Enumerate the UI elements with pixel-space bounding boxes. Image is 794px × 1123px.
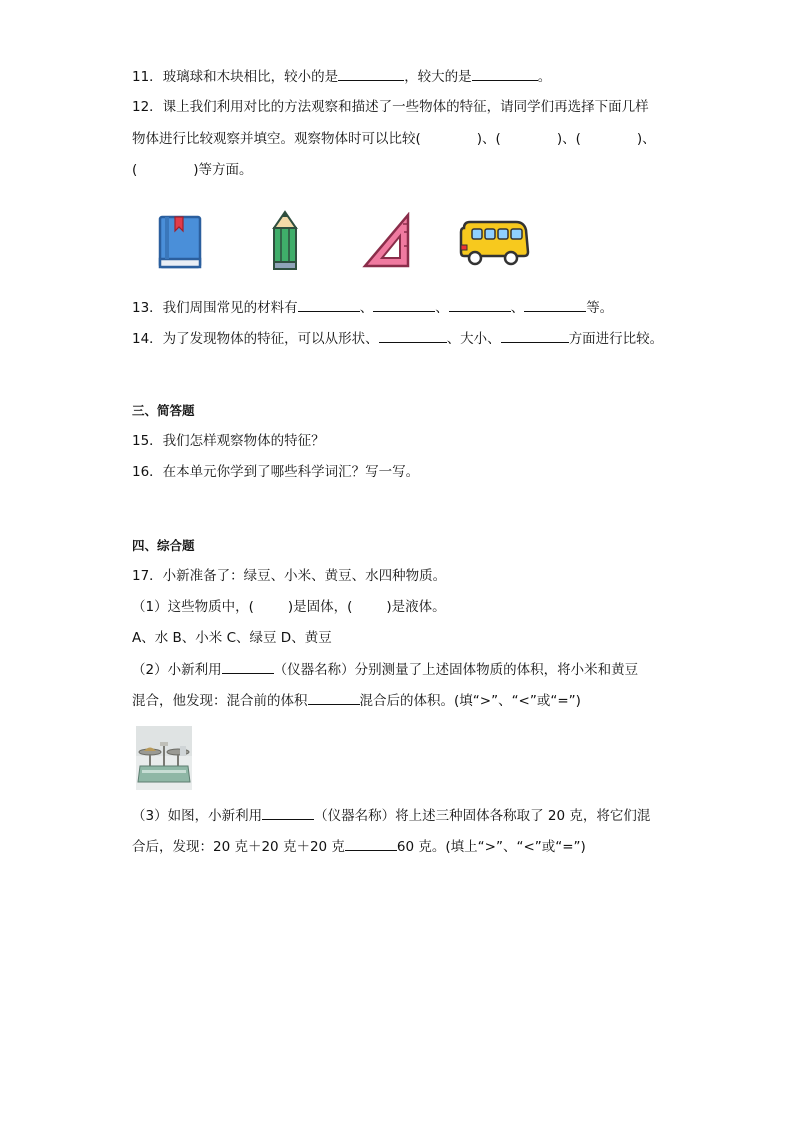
- answer-blank[interactable]: [449, 297, 511, 312]
- question-17-part-2-line-2: [132, 690, 581, 711]
- answer-blank[interactable]: [338, 66, 404, 81]
- q17-1-text-a: （1）这些物质中，(: [132, 599, 254, 615]
- q17-2-text-b: （仪器名称）分别测量了上述固体物质的体积，将小米和黄豆: [273, 662, 639, 678]
- q12-paren: )、(: [476, 131, 501, 147]
- q12-paren: (: [132, 162, 138, 178]
- answer-blank[interactable]: [472, 66, 538, 81]
- balance-scale-photo: [136, 726, 192, 790]
- question-15: 15．我们怎样观察物体的特征？: [132, 433, 325, 449]
- q14-text-a: 14．为了发现物体的特征，可以从形状、: [132, 331, 379, 347]
- answer-blank[interactable]: [524, 297, 586, 312]
- q13-separator: 、: [359, 300, 374, 316]
- pencil-icon: [270, 210, 300, 272]
- q17-1-text-c: )是液体。: [386, 599, 446, 615]
- answer-blank[interactable]: [298, 297, 360, 312]
- q11-text-c: 。: [537, 69, 552, 85]
- question-17-part-2-line-1: [132, 659, 638, 680]
- q17-2-text-c: 混合，他发现：混合前的体积: [132, 693, 308, 709]
- q13-end: 等。: [586, 300, 614, 316]
- q13-separator: 、: [510, 300, 525, 316]
- section-3-heading: 三、简答题: [132, 403, 195, 418]
- q12-paren: )、(: [556, 131, 581, 147]
- q12-line-end: )、: [636, 131, 656, 147]
- question-17-intro: 17．小新准备了：绿豆、小米、黄豆、水四种物质。: [132, 568, 447, 584]
- answer-blank[interactable]: [345, 836, 397, 851]
- question-12-line-1: 12．课上我们利用对比的方法观察和描述了一些物体的特征，请同学们再选择下面几样: [132, 99, 649, 115]
- question-17-part-3-line-2: [132, 836, 586, 857]
- q11-text-a: 玻璃球和木块相比，较小的是: [162, 69, 339, 85]
- question-16: 16．在本单元你学到了哪些科学词汇？写一写。: [132, 464, 420, 480]
- question-13: [132, 297, 613, 318]
- q17-2-text-a: （2）小新利用: [132, 662, 222, 678]
- answer-blank[interactable]: [379, 328, 447, 343]
- answer-blank[interactable]: [222, 659, 274, 674]
- q17-1-text-b: )是固体，(: [287, 599, 353, 615]
- answer-blank[interactable]: [373, 297, 435, 312]
- q14-text-b: 、大小、: [446, 331, 501, 347]
- set-square-icon: [362, 212, 414, 270]
- q13-text: 13．我们周围常见的材料有: [132, 300, 298, 316]
- q17-3-text-c: 合后，发现：20 克＋20 克＋20 克: [132, 839, 345, 855]
- q17-3-text-a: （3）如图，小新利用: [132, 808, 263, 824]
- q17-3-text-b: （仪器名称）将上述三种固体各称取了 20 克，将它们混: [314, 808, 651, 824]
- answer-blank[interactable]: [262, 805, 314, 820]
- q17-2-text-d: 混合后的体积。(填“>”、“<”或“=”): [359, 693, 581, 709]
- q13-separator: 、: [435, 300, 449, 316]
- book-icon: [158, 215, 204, 271]
- answer-blank[interactable]: [501, 328, 569, 343]
- q17-3-text-d: 60 克。(填上“>”、“<”或“=”): [396, 839, 586, 855]
- question-12-line-2: [132, 129, 656, 149]
- q12-text-end: )等方面。: [193, 162, 253, 178]
- answer-blank[interactable]: [308, 690, 360, 705]
- q11-number: 11．: [132, 69, 163, 85]
- q11-text-b: ，较大的是: [404, 69, 472, 85]
- question-17-options: A、水 B、小米 C、绿豆 D、黄豆: [132, 630, 332, 646]
- section-4-heading: 四、综合题: [132, 538, 195, 553]
- question-14: [132, 328, 663, 349]
- question-11: [132, 66, 551, 87]
- q14-text-c: 方面进行比较。: [568, 331, 664, 347]
- question-17-part-1: [132, 597, 446, 617]
- q12-text-a: 物体进行比较观察并填空。观察物体时可以比较(: [132, 131, 421, 147]
- question-12-line-3: [132, 160, 253, 180]
- question-17-part-3-line-1: [132, 805, 650, 826]
- school-bus-icon: [458, 218, 530, 268]
